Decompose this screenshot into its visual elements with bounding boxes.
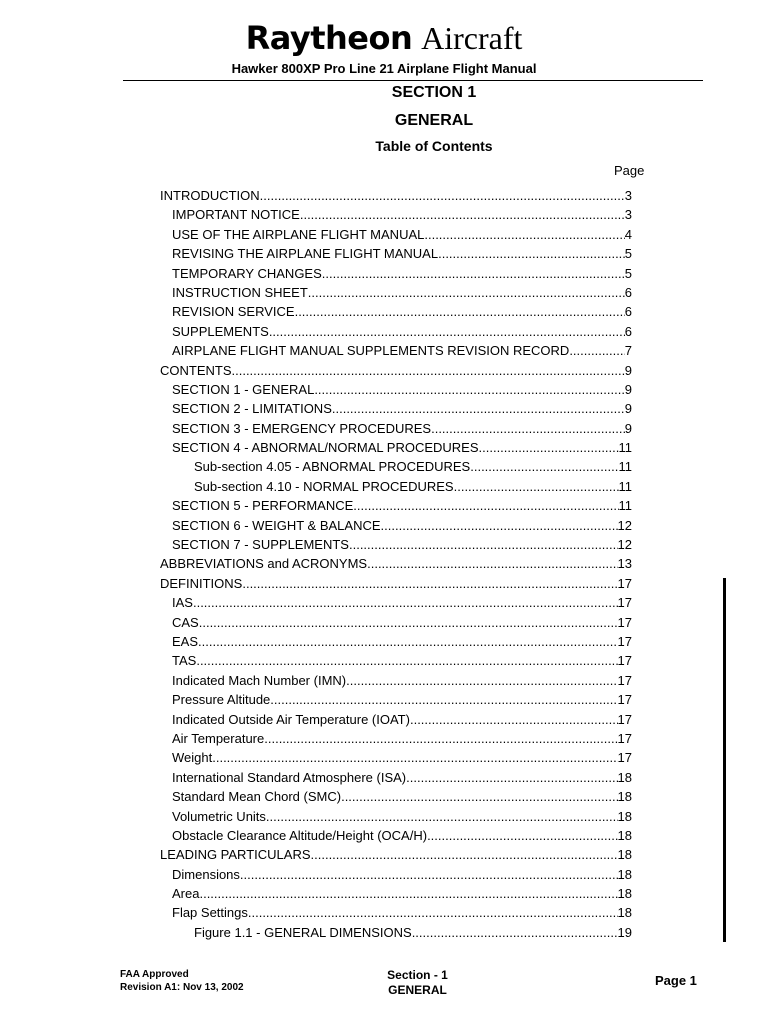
toc-entry[interactable] <box>160 903 632 922</box>
toc-dot-leader <box>332 399 625 418</box>
toc-entry-title: LEADING PARTICULARS <box>160 847 311 863</box>
toc-dot-leader <box>381 516 618 535</box>
toc-dot-leader <box>314 380 624 399</box>
toc-entry-title: INTRODUCTION <box>160 188 260 203</box>
footer-section-name: GENERAL <box>388 983 447 997</box>
toc-dot-leader <box>295 302 625 321</box>
toc-entry-page: 17 <box>617 653 632 669</box>
toc-entry[interactable] <box>160 768 632 787</box>
toc-entry[interactable] <box>160 361 632 380</box>
footer-section-block <box>360 968 475 998</box>
toc-entry-title: IAS <box>172 595 193 611</box>
toc-entry-page: 9 <box>624 381 632 397</box>
toc-entry-title: Indicated Mach Number (IMN) <box>172 672 347 688</box>
toc-entry[interactable] <box>160 302 632 321</box>
toc-entry[interactable] <box>160 535 632 554</box>
footer-approval: FAA Approved <box>120 969 189 980</box>
toc-entry-title: Sub-section 4.05 - ABNORMAL PROCEDURES <box>194 459 471 475</box>
toc-entry-page: 11 <box>618 478 632 494</box>
toc-entry-title: USE OF THE AIRPLANE FLIGHT MANUAL <box>172 226 425 242</box>
toc-entry[interactable] <box>160 807 632 826</box>
toc-dot-leader <box>248 903 618 922</box>
toc-entry-page: 6 <box>624 284 632 300</box>
toc-entry[interactable] <box>160 341 632 360</box>
toc-entry-title: Air Temperature <box>172 730 265 746</box>
toc-entry-title: TEMPORARY CHANGES <box>172 265 322 281</box>
toc-entry-page: 17 <box>617 730 632 746</box>
brand-name-bold: Raytheon <box>245 19 413 57</box>
toc-dot-leader <box>193 593 618 612</box>
toc-dot-leader <box>412 923 618 942</box>
toc-entry[interactable] <box>160 787 632 806</box>
brand-logo <box>0 20 768 56</box>
toc-dot-leader <box>353 496 618 515</box>
toc-entry[interactable] <box>160 264 632 283</box>
toc-entry-page: 18 <box>617 769 632 785</box>
toc-entry-page: 12 <box>617 517 632 533</box>
toc-entry-title: CAS <box>172 614 199 630</box>
toc-entry-page: 9 <box>624 362 632 378</box>
toc-entry-title: Flap Settings <box>172 905 248 921</box>
toc-dot-leader <box>410 710 618 729</box>
toc-dot-leader <box>322 264 625 283</box>
toc-dot-leader <box>427 826 617 845</box>
header-divider <box>123 80 703 81</box>
table-of-contents <box>160 186 632 942</box>
brand-name-regular: Aircraft <box>421 20 523 56</box>
toc-entry-title: Figure 1.1 - GENERAL DIMENSIONS <box>194 924 412 940</box>
toc-entry[interactable] <box>160 884 632 903</box>
toc-entry-title: CONTENTS <box>160 362 232 378</box>
toc-entry[interactable] <box>160 574 632 593</box>
toc-entry-title: SECTION 2 - LIMITATIONS <box>172 401 332 417</box>
toc-dot-leader <box>341 787 617 806</box>
section-name: GENERAL <box>394 112 474 129</box>
toc-entry[interactable] <box>160 380 632 399</box>
toc-entry-page: 5 <box>624 265 632 281</box>
toc-entry-title: AIRPLANE FLIGHT MANUAL SUPPLEMENTS REVISION RECORD <box>172 343 570 359</box>
toc-entry[interactable] <box>160 225 632 244</box>
toc-entry-page: 4 <box>624 226 632 242</box>
toc-entry-page: 13 <box>617 556 632 572</box>
toc-dot-leader <box>196 651 617 670</box>
toc-entry-title: REVISION SERVICE <box>172 304 295 320</box>
toc-entry-page: 17 <box>617 633 632 649</box>
toc-entry[interactable] <box>160 477 632 496</box>
toc-entry[interactable] <box>160 613 632 632</box>
toc-entry-title: Obstacle Clearance Altitude/Height (OCA/H) <box>172 827 428 843</box>
toc-dot-leader <box>346 671 617 690</box>
toc-dot-leader <box>199 613 618 632</box>
toc-entry-title: ABBREVIATIONS and ACRONYMS <box>160 556 368 572</box>
toc-entry-page: 18 <box>617 789 632 805</box>
toc-entry-page: 6 <box>624 304 632 320</box>
toc-entry[interactable] <box>160 438 632 457</box>
toc-entry[interactable] <box>160 496 632 515</box>
toc-entry-title: SECTION 5 - PERFORMANCE <box>172 498 354 514</box>
toc-dot-leader <box>266 807 618 826</box>
footer-approval-block <box>120 968 244 994</box>
toc-entry-page: 18 <box>617 808 632 824</box>
toc-entry[interactable] <box>160 671 632 690</box>
toc-entry-title: SECTION 7 - SUPPLEMENTS <box>172 537 349 553</box>
toc-entry-title: EAS <box>172 633 199 649</box>
toc-entry[interactable] <box>160 186 632 205</box>
toc-entry-page: 6 <box>624 323 632 339</box>
toc-dot-leader <box>311 845 618 864</box>
toc-entry-title: SUPPLEMENTS <box>172 323 269 339</box>
toc-entry-page: 17 <box>617 614 632 630</box>
toc-entry-title: Standard Mean Chord (SMC) <box>172 789 342 805</box>
toc-dot-leader <box>479 438 619 457</box>
toc-dot-leader <box>308 283 625 302</box>
toc-entry-title: Pressure Altitude <box>172 692 271 708</box>
toc-entry-page: 5 <box>624 246 632 262</box>
toc-entry[interactable] <box>160 826 632 845</box>
toc-dot-leader <box>300 205 625 224</box>
toc-dot-leader <box>260 186 625 205</box>
footer-revision: Revision A1: Nov 13, 2002 <box>120 982 244 993</box>
toc-entry[interactable] <box>160 457 632 476</box>
footer-page-number: Page 1 <box>655 973 697 988</box>
toc-entry[interactable] <box>160 244 632 263</box>
toc-dot-leader <box>199 884 617 903</box>
toc-entry-title: INSTRUCTION SHEET <box>172 284 308 300</box>
toc-entry-page: 3 <box>624 207 632 223</box>
toc-dot-leader <box>431 419 625 438</box>
toc-entry-title: IMPORTANT NOTICE <box>172 207 300 223</box>
toc-dot-leader <box>240 865 618 884</box>
toc-entry-page: 17 <box>617 692 632 708</box>
toc-entry[interactable] <box>160 554 632 573</box>
toc-entry-page: 17 <box>617 711 632 727</box>
toc-dot-leader <box>270 690 617 709</box>
toc-dot-leader <box>367 554 617 573</box>
toc-entry-page: 18 <box>617 847 632 863</box>
manual-title: Hawker 800XP Pro Line 21 Airplane Flight Manual <box>231 61 537 76</box>
toc-entry-page: 9 <box>624 401 632 417</box>
toc-entry[interactable] <box>160 419 632 438</box>
toc-dot-leader <box>470 457 618 476</box>
toc-dot-leader <box>198 632 618 651</box>
toc-entry-title: TAS <box>172 653 197 669</box>
footer-section: Section - 1 <box>387 968 448 982</box>
section-number: SECTION 1 <box>391 84 477 101</box>
toc-entry[interactable] <box>160 845 632 864</box>
toc-entry-title: SECTION 3 - EMERGENCY PROCEDURES <box>172 420 432 436</box>
toc-dot-leader <box>349 535 618 554</box>
toc-entry[interactable] <box>160 865 632 884</box>
toc-entry-page: 7 <box>624 343 632 359</box>
toc-heading: Table of Contents <box>375 138 493 154</box>
toc-entry-title: Volumetric Units <box>172 808 266 824</box>
toc-dot-leader <box>438 244 625 263</box>
toc-entry[interactable] <box>160 516 632 535</box>
toc-entry-page: 17 <box>617 575 632 591</box>
toc-entry-title: Sub-section 4.10 - NORMAL PROCEDURES <box>194 478 454 494</box>
revision-change-bar <box>723 578 726 942</box>
toc-entry-title: REVISING THE AIRPLANE FLIGHT MANUAL <box>172 246 439 262</box>
toc-entry-page: 11 <box>618 498 632 514</box>
toc-entry[interactable] <box>160 593 632 612</box>
toc-entry-page: 17 <box>617 750 632 766</box>
toc-dot-leader <box>406 768 617 787</box>
toc-dot-leader <box>242 574 617 593</box>
toc-entry[interactable] <box>160 205 632 224</box>
toc-entry-title: Dimensions <box>172 866 240 882</box>
toc-entry[interactable] <box>160 283 632 302</box>
toc-entry-page: 19 <box>617 924 632 940</box>
toc-entry[interactable] <box>160 748 632 767</box>
toc-entry[interactable] <box>160 632 632 651</box>
toc-entry[interactable] <box>160 729 632 748</box>
toc-entry[interactable] <box>160 923 632 942</box>
toc-entry-page: 17 <box>617 595 632 611</box>
page-column-label: Page <box>614 163 645 178</box>
toc-entry-page: 18 <box>617 866 632 882</box>
toc-entry-page: 18 <box>617 905 632 921</box>
toc-dot-leader <box>269 322 625 341</box>
toc-entry-page: 3 <box>624 188 632 203</box>
toc-entry-title: SECTION 1 - GENERAL <box>172 381 315 397</box>
toc-entry-title: Indicated Outside Air Temperature (IOAT) <box>172 711 410 727</box>
toc-entry-title: DEFINITIONS <box>160 575 243 591</box>
toc-entry-page: 11 <box>618 440 632 456</box>
toc-dot-leader <box>232 361 625 380</box>
toc-entry[interactable] <box>160 651 632 670</box>
toc-dot-leader <box>424 225 624 244</box>
toc-entry-title: Weight <box>172 750 213 766</box>
toc-entry-page: 17 <box>617 672 632 688</box>
toc-entry[interactable] <box>160 710 632 729</box>
toc-entry-page: 18 <box>617 886 632 902</box>
toc-dot-leader <box>264 729 617 748</box>
toc-entry-page: 11 <box>618 459 632 475</box>
toc-entry[interactable] <box>160 399 632 418</box>
toc-entry-page: 18 <box>617 827 632 843</box>
toc-entry[interactable] <box>160 322 632 341</box>
toc-dot-leader <box>569 341 624 360</box>
toc-dot-leader <box>454 477 619 496</box>
toc-entry-title: Area <box>172 886 200 902</box>
toc-dot-leader <box>212 748 617 767</box>
toc-entry-title: International Standard Atmosphere (ISA) <box>172 769 407 785</box>
toc-entry-page: 9 <box>624 420 632 436</box>
toc-entry[interactable] <box>160 690 632 709</box>
toc-entry-title: SECTION 4 - ABNORMAL/NORMAL PROCEDURES <box>172 440 479 456</box>
toc-entry-title: SECTION 6 - WEIGHT & BALANCE <box>172 517 381 533</box>
toc-entry-page: 12 <box>617 537 632 553</box>
